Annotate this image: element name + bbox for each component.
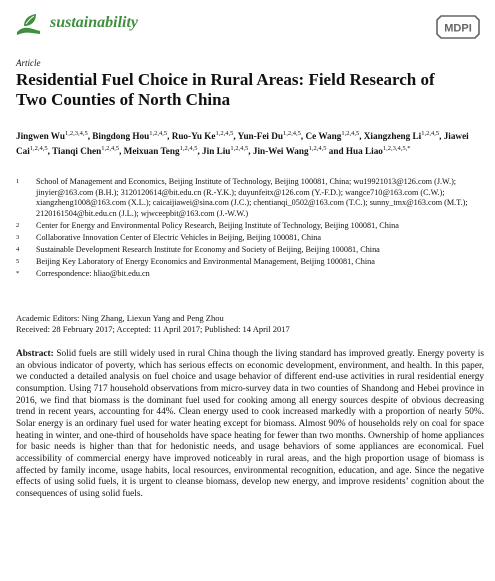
correspondence: * Correspondence: hliao@bit.edu.cn [16, 268, 150, 278]
author-list: Jingwen Wu$^{1,2,3,4,5}$, Bingdong Hou$^{1,2,4,5}$, Ruo-Yu Ke$^{1,2,4,5}$, Yun-Fei Du$^{1,2,4,5}$, Ce Wang$^{1,2,4,5}$, Xiangzheng Li$^{1,2,4,5}$, Jiawei Cai$^{1,2,4,5}$, Tianqi Chen$^{1,2,4,5}$, Meixuan Teng$^{1,2,4,5}$, Jin Liu$^{1,2,4,5}$, Jin-Wei Wang$^{1,2,4,5}$ and Hua Liao$^{1,2,3,4,5,*}$ [16, 130, 469, 156]
author: Jingwen Wu [16, 131, 65, 142]
paper-title: Residential Fuel Choice in Rural Areas: Field Research of Two Counties of North China [16, 70, 435, 109]
author: Jin-Wei Wang [252, 145, 309, 156]
author: Xiangzheng Li [363, 131, 422, 142]
affiliation-item: 2 Center for Energy and Environmental Policy Research, Beijing Institute of Technology, Beijing 100081, China [16, 220, 399, 230]
affiliation-item: 5 Beijing Key Laboratory of Energy Economics and Environmental Management, Beijing 100081, China [16, 256, 375, 266]
affiliation-item: 4 Sustainable Development Research Institute for Economy and Society of Beijing, Beijing 100081, China [16, 244, 380, 254]
affiliations [16, 177, 484, 281]
academic-editors: Academic Editors: Ning Zhang, Liexun Yang and Peng Zhou [16, 313, 224, 323]
author: Tianqi Chen [52, 145, 102, 156]
author: Yun-Fei Du [237, 131, 284, 142]
affiliation-item: 1 School of Management and Economics, Beijing Institute of Technology, Beijing 100081, China; wu19921013@126.com (J.W.); jinyier@163.com (B.H.); 3120120614@bit.edu.cn (R.-Y.K.); duyunfeitx@126.com (Y.-F.D.); wangce710@163.com (C.W.); xiangzheng1008@163.com (X.L.); caicaijiawei@sina.com (J.C.); chentianqi_0502@163.com (T.C.); sunny_tmx@163.com (M.T.); 2120161504@bit.edu.cn (J.L.); wjwceepbit@163.com (J.-W.W.) [16, 177, 468, 218]
author: Ce Wang [305, 131, 342, 142]
article-type: Article [16, 58, 41, 68]
abstract-label: Abstract: [16, 349, 54, 359]
abstract-text: Solid fuels are still widely used in rural China though the living standard has improved greatly. Energy poverty is an obvious indicator of poverty, which has serious effects on economic development, environment, and health. In this paper, we conducted a detailed analysis on fuel choice and usage behavior of different end-use activities in rural residential energy consumption. Using 717 household observations from micro-survey data in two counties of Shandong and Hebei province in 2016, we find that biomass is the dominant fuel used for cooking among all energy sources despite of obvious decreasing trend in recent years, accounting for 44%. Clean energy used to cook increased markedly with a proportion of nearly 50%. Solar energy is an ordinary fuel used for water heating except for biomass. Almost 90% of households rely on coal for space heating in winter, and one-third of households have space heating for fewer than two months. Ownership of home appliances for basic needs is higher than that for hedonistic needs, and usage behaviors of some appliances are economical. Fuel accessibility of commercial energy have improved noticeably in rural areas, and the high proportion usage of biomass is affected by family income, usage habits, local resources, environmental recognition, education, and age. Since the negative effects of using solid fuels, it is urgent to cleanse biomass, develop new energy, and improve residents’ cognition about the consequences of using solid fuels. [16, 349, 484, 499]
journal-name: sustainability [50, 14, 139, 31]
publication-info [16, 313, 484, 334]
leaf-hand-icon [14, 10, 42, 38]
abstract [16, 349, 484, 501]
author: Jiawei Cai [16, 131, 469, 156]
publisher-name: MDPI [444, 22, 472, 35]
author: Bingdong Hou [92, 131, 150, 142]
author: Meixuan Teng [123, 145, 180, 156]
author: Ruo-Yu Ke [171, 131, 216, 142]
author: Jin Liu [202, 145, 231, 156]
mdpi-logo [435, 14, 481, 40]
author: Hua Liao [345, 145, 383, 156]
journal-header [14, 8, 481, 42]
affiliation-item: 3 Collaborative Innovation Center of Electric Vehicles in Beijing, Beijing 100081, China [16, 232, 321, 242]
publication-dates: Received: 28 February 2017; Accepted: 11 April 2017; Published: 14 April 2017 [16, 323, 290, 334]
